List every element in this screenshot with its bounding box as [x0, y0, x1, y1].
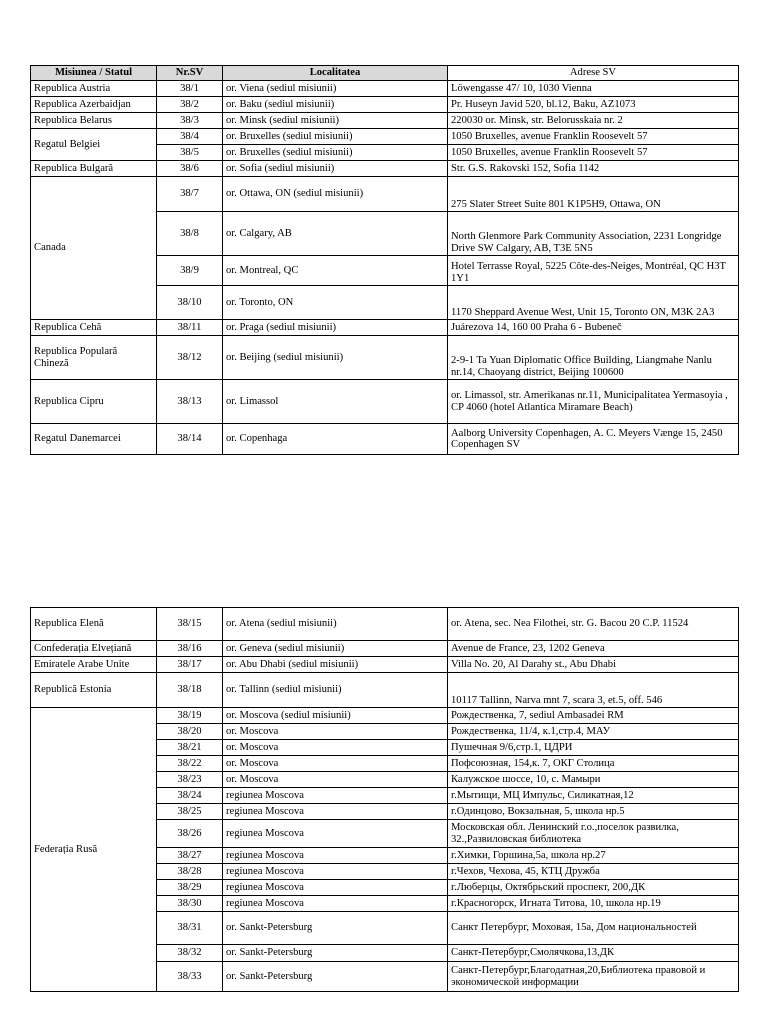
cell-nr: 38/19	[157, 708, 223, 724]
cell-locality: or. Sankt-Petersburg	[223, 945, 448, 962]
polling-stations-table-2	[30, 607, 739, 992]
cell-nr: 38/18	[157, 673, 223, 708]
cell-address: Löwengasse 47/ 10, 1030 Vienna	[448, 81, 739, 97]
cell-address: North Glenmore Park Community Association, 2231 Longridge Drive SW Calgary, AB, T3E 5N5	[448, 212, 739, 256]
cell-address: Калужское шоссе, 10, с. Мамыри	[448, 772, 739, 788]
cell-address: Villa No. 20, Al Darahy st., Abu Dhabi	[448, 657, 739, 673]
header-locality: Localitatea	[223, 66, 448, 81]
cell-nr: 38/28	[157, 864, 223, 880]
cell-nr: 38/7	[157, 177, 223, 212]
cell-nr: 38/4	[157, 129, 223, 145]
cell-address: Juárezova 14, 160 00 Praha 6 - Bubeneč	[448, 320, 739, 336]
table-row	[31, 424, 739, 455]
table-row	[31, 177, 739, 212]
cell-locality: or. Baku (sediul misiunii)	[223, 97, 448, 113]
header-nr: Nr.SV	[157, 66, 223, 81]
table-row	[31, 336, 739, 380]
cell-locality: regiunea Moscova	[223, 788, 448, 804]
cell-address: г.Люберцы, Октябрьский проспект, 200,ДК	[448, 880, 739, 896]
cell-locality: regiunea Moscova	[223, 820, 448, 848]
cell-nr: 38/6	[157, 161, 223, 177]
table-row	[31, 673, 739, 708]
cell-address: Avenue de France, 23, 1202 Geneva	[448, 641, 739, 657]
cell-nr: 38/17	[157, 657, 223, 673]
cell-state: Republica Belarus	[31, 113, 157, 129]
cell-locality: or. Toronto, ON	[223, 286, 448, 320]
table-row	[31, 657, 739, 673]
cell-address: Рождественка, 7, sediul Ambasadei RM	[448, 708, 739, 724]
cell-nr: 38/2	[157, 97, 223, 113]
cell-nr: 38/32	[157, 945, 223, 962]
cell-nr: 38/27	[157, 848, 223, 864]
cell-address: or. Limassol, str. Amerikanas nr.11, Municipalitatea Yermasoyia , CP 4060 (hotel Atlantica Miramare Beach)	[448, 380, 739, 424]
header-address: Adrese SV	[448, 66, 739, 81]
cell-nr: 38/24	[157, 788, 223, 804]
cell-nr: 38/15	[157, 608, 223, 641]
cell-nr: 38/1	[157, 81, 223, 97]
cell-locality: or. Moscova	[223, 740, 448, 756]
cell-nr: 38/5	[157, 145, 223, 161]
cell-nr: 38/33	[157, 962, 223, 992]
cell-nr: 38/10	[157, 286, 223, 320]
cell-address: 1050 Bruxelles, avenue Franklin Roosevelt 57	[448, 129, 739, 145]
cell-locality: or. Sankt-Petersburg	[223, 912, 448, 945]
cell-nr: 38/21	[157, 740, 223, 756]
cell-locality: or. Abu Dhabi (sediul misiunii)	[223, 657, 448, 673]
cell-address: or. Atena, sec. Nea Filothei, str. G. Bacou 20 C.P. 11524	[448, 608, 739, 641]
cell-nr: 38/12	[157, 336, 223, 380]
cell-locality: or. Copenhaga	[223, 424, 448, 455]
cell-state: Republică Estonia	[31, 673, 157, 708]
cell-nr: 38/8	[157, 212, 223, 256]
cell-address: Str. G.S. Rakovski 152, Sofia 1142	[448, 161, 739, 177]
cell-address: г.Чехов, Чехова, 45, КТЦ Дружба	[448, 864, 739, 880]
cell-state: Regatul Danemarcei	[31, 424, 157, 455]
cell-nr: 38/23	[157, 772, 223, 788]
cell-address: 1050 Bruxelles, avenue Franklin Roosevelt 57	[448, 145, 739, 161]
cell-state: Regatul Belgiei	[31, 129, 157, 161]
table-row	[31, 81, 739, 97]
table-row	[31, 380, 739, 424]
cell-locality: or. Montreal, QC	[223, 256, 448, 286]
cell-state: Canada	[31, 177, 157, 320]
cell-state: Republica Cehă	[31, 320, 157, 336]
cell-locality: or. Sofia (sediul misiunii)	[223, 161, 448, 177]
cell-nr: 38/29	[157, 880, 223, 896]
cell-address: г.Мытищи, МЦ Импульс, Силикатная,12	[448, 788, 739, 804]
table-header-row	[31, 66, 739, 81]
cell-locality: or. Geneva (sediul misiunii)	[223, 641, 448, 657]
cell-state: Confederația Elvețiană	[31, 641, 157, 657]
cell-address: 1170 Sheppard Avenue West, Unit 15, Toronto ON, M3K 2A3	[448, 286, 739, 320]
table-row	[31, 708, 739, 724]
cell-address: 220030 or. Minsk, str. Belorusskaia nr. 2	[448, 113, 739, 129]
cell-locality: or. Beijing (sediul misiunii)	[223, 336, 448, 380]
cell-nr: 38/16	[157, 641, 223, 657]
cell-locality: or. Moscova	[223, 756, 448, 772]
cell-state: Republica Austria	[31, 81, 157, 97]
cell-locality: regiunea Moscova	[223, 864, 448, 880]
cell-address: г.Химки, Горшина,5а, школа нр.27	[448, 848, 739, 864]
cell-state: Republica Populară Chineză	[31, 336, 157, 380]
cell-address: Pr. Huseyn Javid 520, bl.12, Baku, AZ1073	[448, 97, 739, 113]
cell-nr: 38/3	[157, 113, 223, 129]
cell-state: Republica Azerbaidjan	[31, 97, 157, 113]
cell-nr: 38/31	[157, 912, 223, 945]
table-row	[31, 608, 739, 641]
cell-locality: or. Bruxelles (sediul misiunii)	[223, 145, 448, 161]
cell-nr: 38/20	[157, 724, 223, 740]
cell-address: 275 Slater Street Suite 801 K1P5H9, Ottawa, ON	[448, 177, 739, 212]
cell-address: Санкт-Петербург,Благодатная,20,Библиотека правовой и экономической информации	[448, 962, 739, 992]
cell-locality: or. Moscova	[223, 724, 448, 740]
cell-locality: or. Sankt-Petersburg	[223, 962, 448, 992]
cell-state: Federația Rusă	[31, 708, 157, 992]
table-row	[31, 161, 739, 177]
cell-address: Пушечная 9/6,стр.1, ЦДРИ	[448, 740, 739, 756]
cell-nr: 38/30	[157, 896, 223, 912]
cell-locality: or. Atena (sediul misiunii)	[223, 608, 448, 641]
cell-nr: 38/9	[157, 256, 223, 286]
cell-nr: 38/25	[157, 804, 223, 820]
polling-stations-table-1	[30, 65, 739, 455]
table-row	[31, 129, 739, 145]
cell-locality: or. Moscova (sediul misiunii)	[223, 708, 448, 724]
cell-locality: regiunea Moscova	[223, 880, 448, 896]
cell-locality: or. Minsk (sediul misiunii)	[223, 113, 448, 129]
cell-address: Aalborg University Copenhagen, A. C. Meyers Vænge 15, 2450 Copenhagen SV	[448, 424, 739, 455]
cell-nr: 38/13	[157, 380, 223, 424]
cell-state: Republica Cipru	[31, 380, 157, 424]
cell-state: Emiratele Arabe Unite	[31, 657, 157, 673]
cell-locality: or. Viena (sediul misiunii)	[223, 81, 448, 97]
header-state: Misiunea / Statul	[31, 66, 157, 81]
cell-locality: or. Ottawa, ON (sediul misiunii)	[223, 177, 448, 212]
cell-address: Санкт Петербург, Моховая, 15а, Дом национальностей	[448, 912, 739, 945]
cell-nr: 38/26	[157, 820, 223, 848]
cell-address: Hotel Terrasse Royal, 5225 Côte-des-Neiges, Montréal, QC H3T 1Y1	[448, 256, 739, 286]
cell-locality: or. Bruxelles (sediul misiunii)	[223, 129, 448, 145]
table-row	[31, 320, 739, 336]
cell-address: Рождественка, 11/4, к.1,стр.4, МАУ	[448, 724, 739, 740]
cell-locality: or. Tallinn (sediul misiunii)	[223, 673, 448, 708]
cell-address: Санкт-Петербург,Смолячкова,13,ДК	[448, 945, 739, 962]
cell-locality: or. Limassol	[223, 380, 448, 424]
cell-address: 2-9-1 Ta Yuan Diplomatic Office Building, Liangmahe Nanlu nr.14, Chaoyang district, Beijing 100600	[448, 336, 739, 380]
cell-address: Пофсоюзная, 154,к. 7, ОКГ Столица	[448, 756, 739, 772]
cell-state: Republica Bulgară	[31, 161, 157, 177]
cell-address: г.Одинцово, Вокзальная, 5, школа нр.5	[448, 804, 739, 820]
cell-locality: regiunea Moscova	[223, 896, 448, 912]
cell-state: Republica Elenă	[31, 608, 157, 641]
cell-locality: regiunea Moscova	[223, 848, 448, 864]
table-row	[31, 97, 739, 113]
cell-address: Московская обл. Ленинский г.о.,поселок развилка, 32.,Развиловская библиотека	[448, 820, 739, 848]
cell-nr: 38/22	[157, 756, 223, 772]
table-row	[31, 113, 739, 129]
cell-address: г.Красногорск, Игната Титова, 10, школа нр.19	[448, 896, 739, 912]
cell-nr: 38/14	[157, 424, 223, 455]
cell-locality: or. Praga (sediul misiunii)	[223, 320, 448, 336]
cell-locality: or. Calgary, AB	[223, 212, 448, 256]
cell-locality: or. Moscova	[223, 772, 448, 788]
table-row	[31, 641, 739, 657]
cell-address: 10117 Tallinn, Narva mnt 7, scara 3, et.5, off. 546	[448, 673, 739, 708]
cell-nr: 38/11	[157, 320, 223, 336]
cell-locality: regiunea Moscova	[223, 804, 448, 820]
